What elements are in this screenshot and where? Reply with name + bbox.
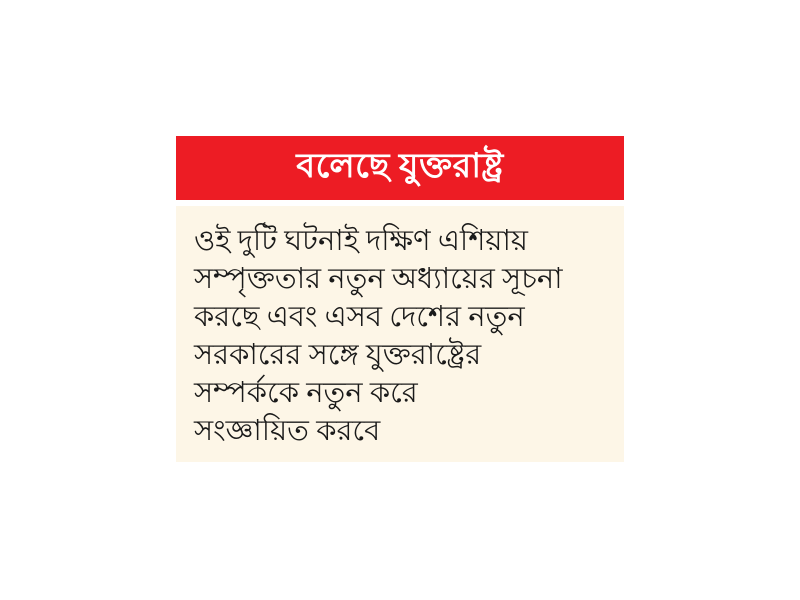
quote-card-header-banner (176, 136, 624, 200)
quote-line: ওই দুটি ঘটনাই দক্ষিণ এশিয়ায় (194, 225, 528, 257)
quote-card (176, 136, 624, 462)
quote-line: সংজ্ঞায়িত করবে (194, 415, 381, 447)
quote-line: সম্পৃক্ততার নতুন অধ্যায়ের সূচনা (194, 263, 563, 295)
quote-line: করছে এবং এসব দেশের নতুন (194, 301, 525, 333)
quote-line: সম্পর্ককে নতুন করে (194, 377, 418, 409)
quote-card-title: বলেছে যুক্তরাষ্ট্র (296, 148, 504, 185)
quote-line: সরকারের সঙ্গে যুক্তরাষ্ট্রের (194, 339, 482, 371)
quote-card-body (176, 206, 624, 462)
